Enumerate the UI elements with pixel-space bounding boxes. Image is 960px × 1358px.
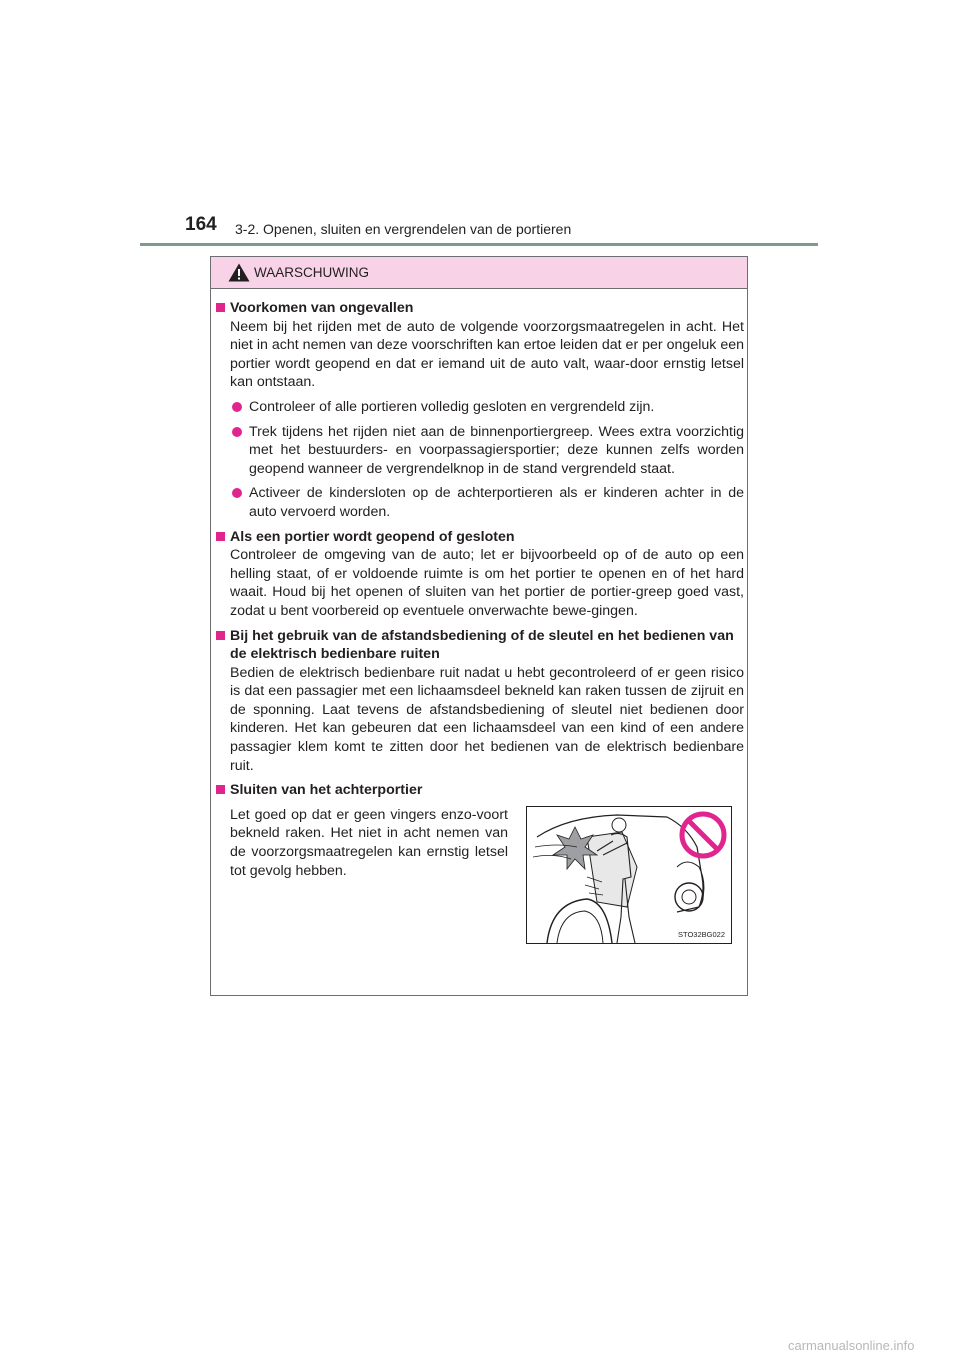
square-bullet-icon xyxy=(216,631,225,640)
section-text: Controleer de omgeving van de auto; let er bijvoorbeeld op of de auto op een helling staat, of er voldoende ruimte is om het portier te openen en of het hard waait. Houd bij het openen of sluiten van het portier de portier-greep goed vast, zodat u bent voorbereid op eventuele onverwachte bewe-gingen. xyxy=(230,547,744,619)
watermark: carmanualsonline.info xyxy=(788,1338,915,1353)
section-text: Neem bij het rijden met de auto de volgende voorzorgsmaatregelen in acht. Het niet in acht nemen van deze voorschriften kan ertoe leiden dat er per ongeluk een portier wordt geopend en dat er iemand uit de auto valt, waar-door ernstig letsel kan ontstaan. xyxy=(230,318,744,391)
section-text: Let goed op dat er geen vingers enzo-voort bekneld raken. Het niet in acht nemen van de voorzorgsmaatregelen kan ernstig letsel tot gevolg hebben. xyxy=(230,806,508,879)
section-heading-text: Bij het gebruik van de afstandsbediening of de sleutel en het bedienen van de elektrisch bedienbare ruiten xyxy=(230,627,734,663)
section-heading xyxy=(216,299,744,318)
car-door-drawing xyxy=(527,807,731,943)
bullet-item xyxy=(216,423,744,479)
warning-content xyxy=(216,299,744,976)
section-heading-text: Als een portier wordt geopend of gesloten xyxy=(230,528,515,545)
bullet-item xyxy=(216,398,744,417)
warning-label: WAARSCHUWING xyxy=(254,265,369,280)
square-bullet-icon xyxy=(216,532,225,541)
round-bullet-icon xyxy=(232,402,242,412)
last-section-row xyxy=(216,806,744,976)
section-title: 3-2. Openen, sluiten en vergrendelen van de portieren xyxy=(235,221,572,237)
section-heading xyxy=(216,627,744,664)
page-number: 164 xyxy=(185,214,217,235)
round-bullet-icon xyxy=(232,427,242,437)
prohibition-icon xyxy=(682,814,724,856)
bullet-item xyxy=(216,484,744,521)
square-bullet-icon xyxy=(216,303,225,312)
illustration-code: STO32BG022 xyxy=(678,929,725,939)
square-bullet-icon xyxy=(216,785,225,794)
section-heading-text: Sluiten van het achterportier xyxy=(230,782,423,799)
bullet-text: Activeer de kindersloten op de achterportieren als er kinderen achter in de auto vervoerd worden. xyxy=(249,485,744,520)
bullet-text: Controleer of alle portieren volledig gesloten en vergrendeld zijn. xyxy=(249,398,655,415)
warning-triangle-icon xyxy=(228,263,250,282)
section-heading-text: Voorkomen van ongevallen xyxy=(230,300,414,316)
header-rule xyxy=(140,243,818,246)
section-heading xyxy=(216,528,744,547)
warning-header xyxy=(211,257,747,289)
section-heading xyxy=(216,781,744,800)
section-text: Bedien de elektrisch bedienbare ruit nadat u hebt gecontroleerd of er geen risico is dat een passagier met een lichaamsdeel bekneld kan raken tussen de zijruit en de sponning. Laat tevens de afstandsbediening of sleutel niet bedienen door kinderen. Het kan gebeuren dat een lichaamsdeel van een kind of een andere passagier klem komt te zitten door het bedienen van de elektrisch bedienbare ruit. xyxy=(230,664,744,774)
rear-door-illustration xyxy=(526,806,732,944)
round-bullet-icon xyxy=(232,488,242,498)
warning-box xyxy=(210,256,748,996)
bullet-text: Trek tijdens het rijden niet aan de binnenportiergreep. Wees extra voorzichtig met het bestuurders- en voorpassagiersportier; deze kunnen zelfs worden geopend wanneer de vergrendelknop in de stand vergrendeld staat. xyxy=(249,423,744,477)
